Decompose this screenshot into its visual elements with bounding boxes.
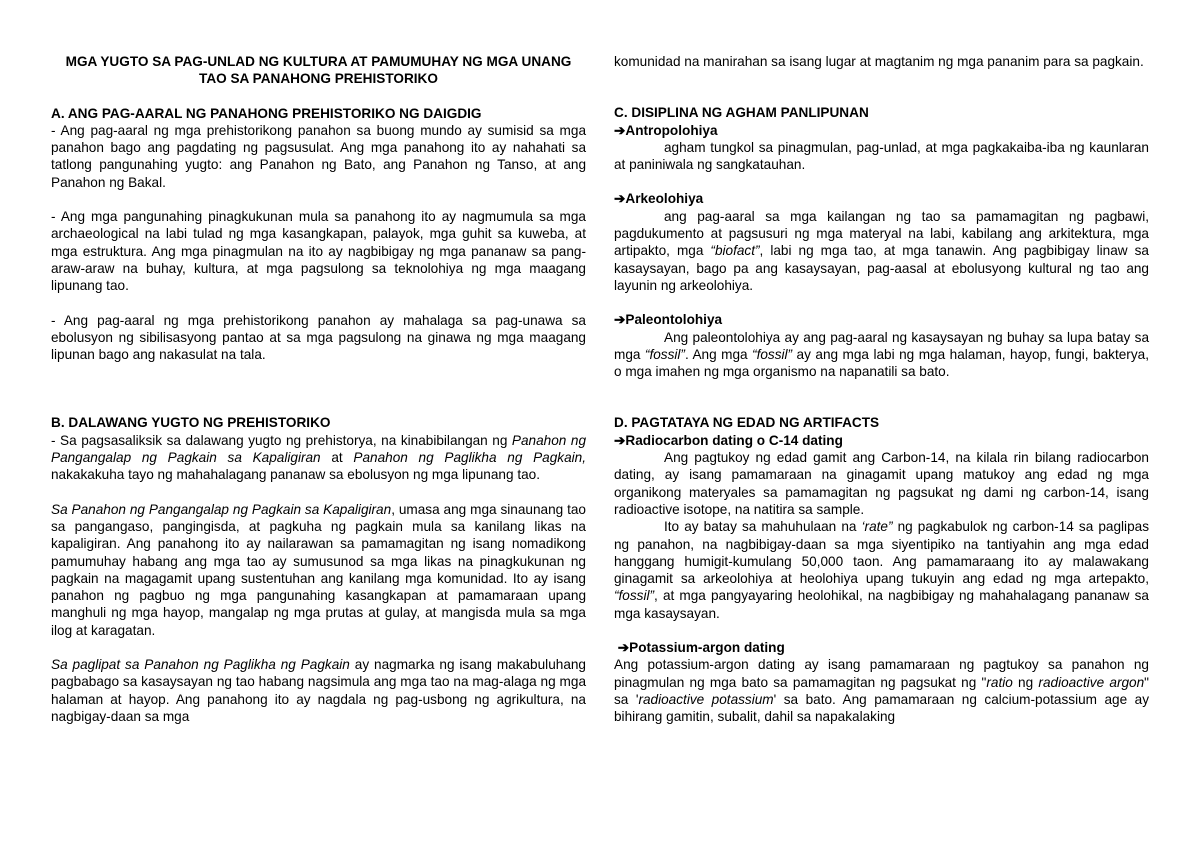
arkeolohiya-text: ang pag-aaral sa mga kailangan ng tao sa pamamagitan ng pagbawi, pagdukumento at pagsusuri ng mga materyal na labi, kabilang ang arkitektura, mga artipakto, mga “biofact”, labi ng mga tao, at mga tanawin. Ang pagbibigay linaw sa kasaysayan, bago pa ang kasaysayan, pag-aasal at ebolusyong kultural ng tao ang layunin ng arkeolohiya.	[614, 208, 1149, 293]
section-b-paragraph-3: Sa paglipat sa Panahon ng Paglikha ng Pagkain ay nagmarka ng isang makabuluhang pagbabago sa kasaysayan ng tao habang nagsimula ang mga tao na mag-alaga ng mga halaman at hayop. Ang panahong ito ay nagdala ng pag-usbong ng agrikultura, na nagbigay-daan sa mga	[51, 657, 586, 724]
document-title: MGA YUGTO SA PAG-UNLAD NG KULTURA AT PAMUMUHAY NG MGA UNANG TAO SA PANAHONG PREHISTORIKO	[65, 54, 572, 87]
arrow-icon: ➔	[617, 640, 630, 656]
potassium-argon-text: Ang potassium-argon dating ay isang pamamaraan ng pagtukoy sa panahon ng pinagmulan ng mga bato sa pamamagitan ng pagsukat ng "ratio ng radioactive argon" sa 'radioactive potassium' sa bato. Ang pamamaraan ng calcium-potassium age ay bihirang gamitin, subalit, dahil sa napakalaking	[614, 657, 1149, 725]
paleontolohiya-title: ➔Paleontolohiya	[614, 312, 723, 328]
antropolohiya-title: ➔Antropolohiya	[614, 122, 718, 138]
arrow-icon: ➔	[614, 312, 626, 328]
section-b-heading: B. DALAWANG YUGTO NG PREHISTORIKO	[51, 415, 331, 431]
antropolohiya-text: agham tungkol sa pinagmulan, pag-unlad, at mga pagkakaiba-iba ng kaunlaran at paniniwala ng sangkatauhan.	[614, 139, 1149, 173]
section-a-paragraph-3: - Ang pag-aaral ng mga prehistorikong panahon ay mahalaga sa pag-unawa sa ebolusyon ng sibilisasyong pantao at sa mga pagsulong na ginawa ng mga maagang lipunan bago ang nakasulat na tala.	[51, 312, 586, 363]
radiocarbon-title: ➔Radiocarbon dating o C-14 dating	[614, 432, 843, 448]
continuation-text: komunidad na manirahan sa isang lugar at magtanim ng mga pananim para sa pagkain.	[614, 54, 1144, 69]
arrow-icon: ➔	[614, 122, 626, 138]
section-c-heading: C. DISIPLINA NG AGHAM PANLIPUNAN	[614, 105, 869, 121]
radiocarbon-paragraph-2: Ito ay batay sa mahuhulaan na ‘rate” ng pagkabulok ng carbon-14 sa paglipas ng panahon, na nagbibigay-daan sa mga siyentipiko na tantiyahin ang mga edad hanggang humigit-kumulang 50,000 taon. Ang pamamaraang ito ay malawakang ginagamit sa arkeolohiya at heolohiya upang tukuyin ang edad ng mga artepakto, “fossil”, at mga pangyayaring heolohikal, na nagbibigay ng mahahalagang pananaw sa mga kasaysayan.	[614, 519, 1149, 621]
arrow-icon: ➔	[614, 432, 626, 448]
potassium-argon-title: ➔Potassium-argon dating	[617, 640, 785, 656]
section-a-paragraph-1: - Ang pag-aaral ng mga prehistorikong panahon sa buong mundo ay sumisid sa mga panahon bago ang pagdating ng pagsusulat. Ang mga panahong ito ay nahahati sa tatlong pangunahing yugto: ang Panahon ng Bato, ang Panahon ng Tanso, at ang Panahon ng Bakal.	[51, 122, 586, 190]
section-d-heading: D. PAGTATAYA NG EDAD NG ARTIFACTS	[614, 415, 880, 431]
paleontolohiya-text: Ang paleontolohiya ay ang pag-aaral ng kasaysayan ng buhay sa lupa batay sa mga “fossil”. Ang mga “fossil” ay ang mga labi ng mga halaman, hayop, fungi, bakterya, o mga imahen ng mga organismo na napanatili sa bato.	[614, 329, 1149, 380]
arkeolohiya-title: ➔Arkeolohiya	[614, 191, 704, 207]
section-b-paragraph-2: Sa Panahon ng Pangangalap ng Pagkain sa Kapaligiran, umasa ang mga sinaunang tao sa pangangaso, pangingisda, at pagkuha ng pagkain mula sa kanilang likas na kapaligiran. Ang panahong ito ay nailarawan sa pamamagitan ng isang nomadikong pamumuhay habang ang mga tao ay sumusunod sa mga likas na pinagkukunan ng pagkain na magagamit upang sustentuhan ang kanilang mga komunidad. Ito ay isang panahon ng pagbuo ng mga pangunahing kasangkapan at pamamaraan upang manghuli ng mga hayop, mangalap ng mga prutas at gulay, at mangisda mula sa mga ilog at karagatan.	[51, 501, 586, 638]
section-a-heading: A. ANG PAG-AARAL NG PANAHONG PREHISTORIKO NG DAIGDIG	[51, 105, 482, 121]
section-b-paragraph-1: - Sa pagsasaliksik sa dalawang yugto ng prehistorya, na kinabibilangan ng Panahon ng Pangangalap ng Pagkain sa Kapaligiran at Panahon ng Paglikha ng Pagkain, nakakakuha tayo ng mahahalagang pananaw sa ebolusyon ng mga lipunang tao.	[51, 432, 586, 483]
right-column	[614, 53, 1149, 726]
radiocarbon-paragraph-1: Ang pagtukoy ng edad gamit ang Carbon-14, na kilala rin bilang radiocarbon dating, ay isang pamamaraan na ginagamit upang matukoy ang edad ng mga organikong materyales sa pamamagitan ng pagsukat ng dami ng carbon-14, isang radioactive isotope, na natitira sa sample.	[614, 450, 1149, 517]
section-a-paragraph-2: - Ang mga pangunahing pinagkukunan mula sa panahong ito ay nagmumula sa mga archaeological na labi tulad ng mga kasangkapan, palayok, mga guhit sa kuweba, at mga estruktura. Ang mga pinagmulan na ito ay nagbibigay ng mga pananaw sa pang-araw-araw na buhay, kultura, at mga pagsulong sa teknolohiya ng mga maagang lipunang tao.	[51, 209, 586, 294]
arrow-icon: ➔	[614, 191, 626, 207]
left-column	[51, 53, 586, 725]
